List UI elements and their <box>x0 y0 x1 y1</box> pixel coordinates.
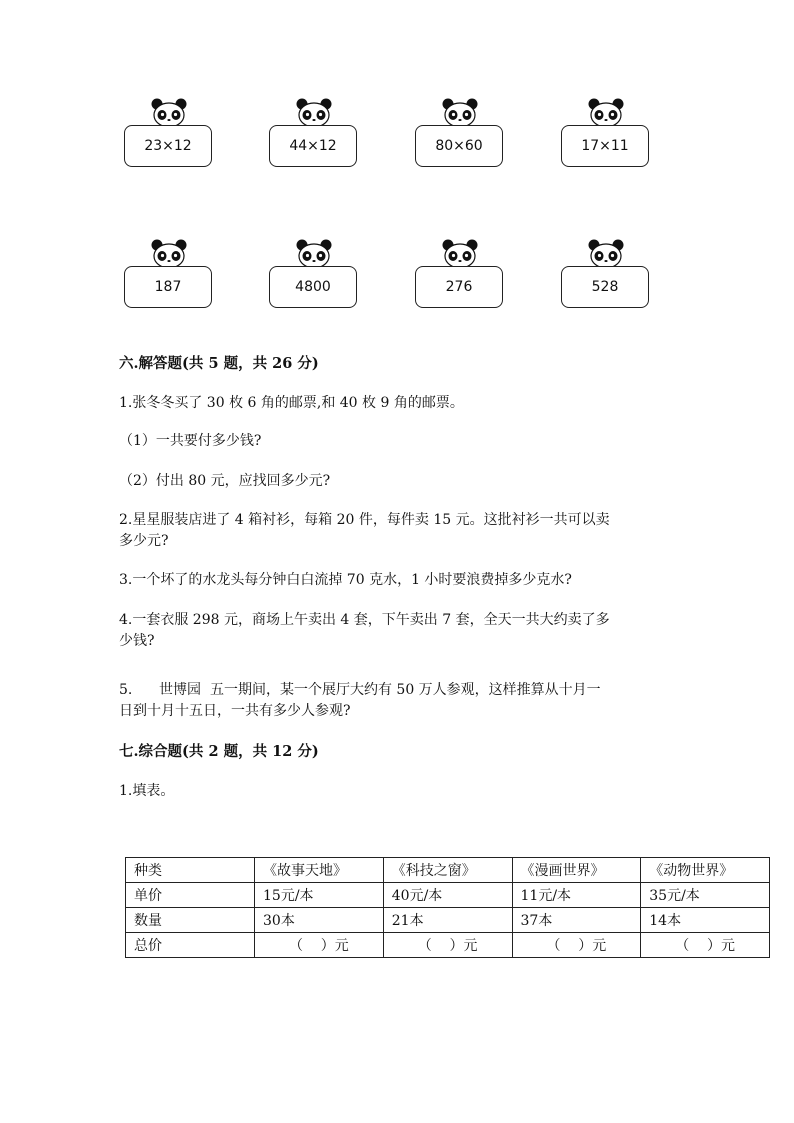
panda-card <box>415 97 505 169</box>
question-4-line-1: 4.一套衣服 298 元，商场上午卖出 4 套，下午卖出 7 套，全天一共大约卖了多 <box>119 612 610 628</box>
answer-card <box>415 266 503 308</box>
table-cell: 35元/本 <box>641 883 770 908</box>
table-cell: 《漫画世界》 <box>512 858 641 883</box>
panda-icon <box>439 238 481 268</box>
table-cell: 30本 <box>255 908 384 933</box>
answer-blank-cell[interactable]: （ ）元 <box>383 933 512 958</box>
table-cell: 数量 <box>126 908 255 933</box>
panda-card <box>269 97 359 169</box>
question-2-line-1: 2.星星服装店进了 4 箱衬衫，每箱 20 件，每件卖 15 元。这批衬衫一共可以卖 <box>119 512 610 528</box>
table-cell: 40元/本 <box>383 883 512 908</box>
table-cell: 《故事天地》 <box>255 858 384 883</box>
section-6-heading: 六.解答题(共 5 题，共 26 分) <box>119 355 319 372</box>
panda-icon <box>293 238 335 268</box>
card-text: 187 <box>154 279 182 295</box>
expression-card <box>561 125 649 167</box>
answer-card <box>561 266 649 308</box>
table-cell: 种类 <box>126 858 255 883</box>
table-row <box>126 933 770 958</box>
card-text: 528 <box>591 279 619 295</box>
panda-icon <box>585 97 627 127</box>
table-cell: 《动物世界》 <box>641 858 770 883</box>
question-3: 3.一个坏了的水龙头每分钟白白流掉 70 克水，1 小时要浪费掉多少克水? <box>119 572 572 588</box>
question-5-line-1: 5. 世博园 五一期间，某一个展厅大约有 50 万人参观，这样推算从十月一 <box>119 682 601 698</box>
section-7-heading: 七.综合题(共 2 题，共 12 分) <box>119 743 319 760</box>
question-1-part-2: （2）付出 80 元，应找回多少元? <box>119 473 331 489</box>
table-cell: 37本 <box>512 908 641 933</box>
table-cell: 单价 <box>126 883 255 908</box>
panda-card <box>269 238 359 310</box>
panda-icon <box>585 238 627 268</box>
expression-card <box>269 125 357 167</box>
card-text: 80×60 <box>435 138 483 154</box>
question-7-1: 1.填表。 <box>119 783 175 799</box>
card-text: 44×12 <box>289 138 337 154</box>
expression-card <box>124 125 212 167</box>
card-text: 276 <box>445 279 473 295</box>
answer-blank-cell[interactable]: （ ）元 <box>255 933 384 958</box>
question-1: 1.张冬冬买了 30 枚 6 角的邮票,和 40 枚 9 角的邮票。 <box>119 395 464 411</box>
panda-icon <box>148 238 190 268</box>
price-table <box>125 857 770 958</box>
table-cell: 11元/本 <box>512 883 641 908</box>
table-cell: 21本 <box>383 908 512 933</box>
panda-card <box>124 97 214 169</box>
panda-card <box>415 238 505 310</box>
panda-icon <box>439 97 481 127</box>
card-text: 17×11 <box>581 138 629 154</box>
answer-blank-cell[interactable]: （ ）元 <box>641 933 770 958</box>
table-cell: 14本 <box>641 908 770 933</box>
answer-blank-cell[interactable]: （ ）元 <box>512 933 641 958</box>
table-row <box>126 908 770 933</box>
card-text: 23×12 <box>144 138 192 154</box>
panda-icon <box>148 97 190 127</box>
card-text: 4800 <box>295 279 331 295</box>
panda-icon <box>293 97 335 127</box>
table-cell: 《科技之窗》 <box>383 858 512 883</box>
table-cell: 总价 <box>126 933 255 958</box>
expression-card <box>415 125 503 167</box>
table-row <box>126 883 770 908</box>
answer-card <box>269 266 357 308</box>
question-5-line-2: 日到十月十五日，一共有多少人参观? <box>119 703 351 719</box>
question-4-line-2: 少钱? <box>119 633 155 649</box>
table-cell: 15元/本 <box>255 883 384 908</box>
panda-card <box>124 238 214 310</box>
panda-card <box>561 238 651 310</box>
answer-card <box>124 266 212 308</box>
table-row <box>126 858 770 883</box>
panda-card <box>561 97 651 169</box>
question-1-part-1: （1）一共要付多少钱? <box>119 433 262 449</box>
question-2-line-2: 多少元? <box>119 533 169 549</box>
